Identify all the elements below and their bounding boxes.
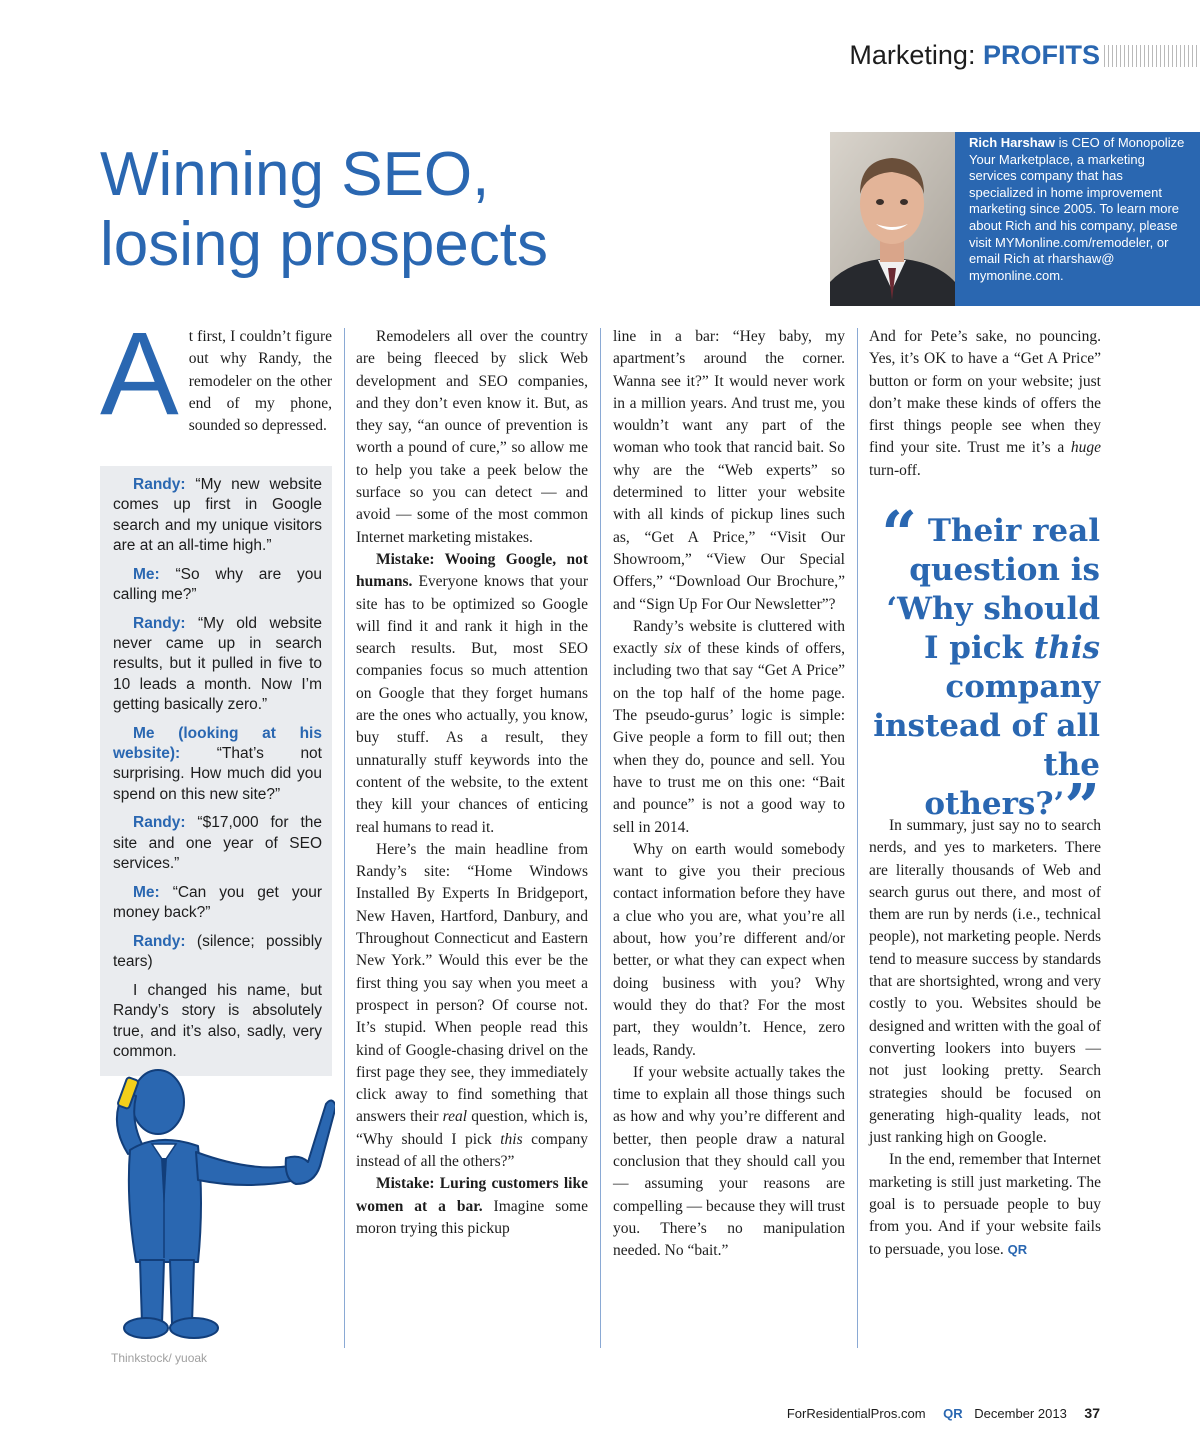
speaker: Me (looking at his website): (113, 724, 322, 763)
body-paragraph: line in a bar: “Hey baby, my apartment’s around the corner. Wanna see it?” It would never work in a million years. And trust me, you wouldn’t want any part of the woman who took that rancid bait. So why are the “Web experts” so determined to litter your website with all kinds of pickup lines such as, “Get A Price,” “Visit Our Showroom,” “View Our Special Offers,” “Download Our Brochure,” and “Sign Up For Our Newsletter”? (613, 328, 845, 613)
author-bio (969, 135, 1186, 284)
author-bio-text: is CEO of Monopolize Your Marketplace, a marketing services company that has specialized in home improvement marketing since 2005. To learn more about Rich and his company, please visit MYMonline.com/remodeler, or email Rich at rharshaw@ mymonline.com. (969, 135, 1185, 283)
dialogue-text: “$17,000 for the site and one year of SEO services.” (113, 814, 322, 873)
end-mark: QR (1007, 1241, 1028, 1257)
speaker: Me: (133, 883, 160, 901)
body-column-4-bottom (869, 815, 1101, 1261)
open-quote-mark: “ (881, 497, 918, 570)
sidebar-closing: I changed his name, but Randy’s story is absolutely true, and it’s also, sadly, very common. (113, 982, 322, 1060)
section-header (849, 40, 1100, 71)
dialogue-text: (silence; possibly tears) (113, 932, 322, 971)
body-paragraph: Here’s the main headline from Randy’s site: “Home Windows Installed By Experts In Bridgeport, New Haven, Hartford, Danbury, and Throughout Connecticut and Eastern New York.” Would this ever be the first thing you say when you meet a prospect in person? Of course not. It’s stupid. When people read this kind of Google-chasing drivel on the first page they see, they immediately click away to find something that answers their real question, which is, “Why should I pick this company instead of all the others?” (356, 840, 588, 1170)
dialogue-line (113, 932, 322, 973)
speaker: Randy: (133, 476, 186, 493)
header-hatch-decoration (1104, 45, 1198, 67)
footer-date: December 2013 (974, 1406, 1067, 1421)
body-paragraph: Randy’s website is cluttered with exactly six of these kinds of offers, including two that say “Get A Price” on the top half of the home page. The pseudo-gurus’ logic is simple: Give people a form to fill out; then when they do, pounce and sell. You have to trust me on this one: “Bait and pounce” is not a good way to sell in 2014. (613, 617, 845, 836)
dialogue-text: “My old website never came up in search results, but it pulled in five to 10 leads a month. Now I’m getting basically zero.” (113, 614, 322, 713)
body-paragraph: In summary, just say no to search nerds, and yes to marketers. There are literally thousands of Web and search gurus out there, and most of them are run by nerds (i.e., technical people), not marketing people. Nerds tend to measure success by standards that are shortsighted, wrong and very costly to you. Websites should be designed and written with the goal of converting lookers into buyers — not just looking pretty. Search strategies should be focused on generating high-quality leads, not just ranking high on Google. (869, 817, 1101, 1147)
speaker: Me: (133, 565, 160, 583)
body-paragraph: Remodelers all over the country are being fleeced by slick Web development and SEO companies, and they don’t even know it. But, as they say, “an ounce of prevention is worth a pound of cure,” so allow me to help you take a peek below the surface so you can detect — and avoid — some of the most common Internet marketing mistakes. (356, 328, 588, 546)
speaker: Randy: (133, 932, 186, 950)
body-paragraph: If your website actually takes the time to explain all those things such as how and why you’re different and better, then people draw a natural conclusion that they should call you — assuming your reasons are compelling — because they will trust you. There’s no manipulation needed. No “bait.” (613, 1063, 846, 1260)
footer-logo: QR (943, 1406, 963, 1421)
dialogue-line (113, 883, 322, 924)
page-footer (787, 1405, 1100, 1421)
dialogue-line (113, 724, 322, 805)
dialogue-line (113, 813, 322, 874)
subhead-luring-customers: Mistake: Luring customers like women at a bar. (356, 1175, 588, 1215)
footer-site: ForResidentialPros.com (786, 1406, 926, 1421)
body-paragraph: Mistake: Wooing Google, not humans. Everyone knows that your site has to be optimized so Google will find it and rank it high in the search results. But, most SEO companies focus so much attention on Google that they forget humans are the ones who actually, you know, buy stuff. As a result, they unnaturally stuff keywords into the content of the website, to the extent they kill your chances of enticing real humans to read it. (356, 550, 588, 836)
body-paragraph: Mistake: Luring customers like women at a bar. Imagine some moron trying this pickup (356, 1175, 588, 1237)
author-photo (830, 132, 955, 306)
dialogue-sidebar (100, 466, 332, 1076)
drop-cap: A (100, 308, 179, 440)
dialogue-line (113, 614, 322, 715)
article-title (100, 140, 660, 280)
dialogue-line (113, 565, 322, 606)
dialogue-text: “My new website comes up first in Google search and my unique visitors are at an all-time high.” (113, 476, 322, 554)
dialogue-text: “Can you get your money back?” (113, 883, 322, 922)
body-column-2 (356, 326, 588, 1240)
businessman-illustration (100, 1062, 335, 1352)
intro-text: t first, I couldn’t figure out why Randy, the remodeler on the other end of my phone, sounded so depressed. (188, 328, 332, 435)
body-paragraph: Why on earth would somebody want to give you their precious contact information before they have a clue who you are, what you’re all about, how you’re different and/or better, or what they can expect when doing business with you? Why would they do that? For the most part, they wouldn’t. Hence, zero leads, Randy. (613, 840, 845, 1059)
body-paragraph: And for Pete’s sake, no pouncing. Yes, it’s OK to have a “Get A Price” button or form on your website; just don’t make these kinds of offers the first things people see when they find your site. Trust me it’s a huge turn-off. (869, 328, 1101, 479)
body-column-4-top (869, 326, 1101, 482)
pull-quote: “ Their real question is ‘Why should I pick this company instead of all the others?’” (873, 497, 1100, 843)
section-prefix: Marketing: (849, 40, 976, 70)
column-rule (600, 328, 601, 1348)
dialogue-text: “That’s not surprising. How much did you spend on this new site?” (113, 745, 322, 803)
page-number: 37 (1084, 1405, 1100, 1421)
close-quote-mark: ” (1064, 770, 1100, 843)
title-line-2: losing prospects (100, 210, 549, 279)
column-rule (344, 328, 345, 1348)
intro-paragraph (100, 308, 332, 440)
speaker: Randy: (133, 814, 186, 832)
speaker: Randy: (133, 614, 186, 632)
dialogue-line (113, 475, 322, 556)
subhead-wooing-google: Mistake: Wooing Google, not humans. (356, 550, 588, 591)
photo-credit: Thinkstock/ yuoak (111, 1351, 208, 1365)
section-name: PROFITS (982, 40, 1100, 70)
body-paragraph: In the end, remember that Internet marketing is still just marketing. The goal is to persuade people to buy from you. And if your website fails to persuade, you lose. QR (869, 1151, 1101, 1258)
column-rule (857, 328, 858, 1348)
body-column-3 (613, 326, 845, 1262)
author-name: Rich Harshaw (969, 135, 1055, 150)
author-bio-box (955, 132, 1200, 306)
title-line-1: Winning SEO, (100, 140, 490, 209)
dialogue-text: “So why are you calling me?” (113, 565, 322, 603)
